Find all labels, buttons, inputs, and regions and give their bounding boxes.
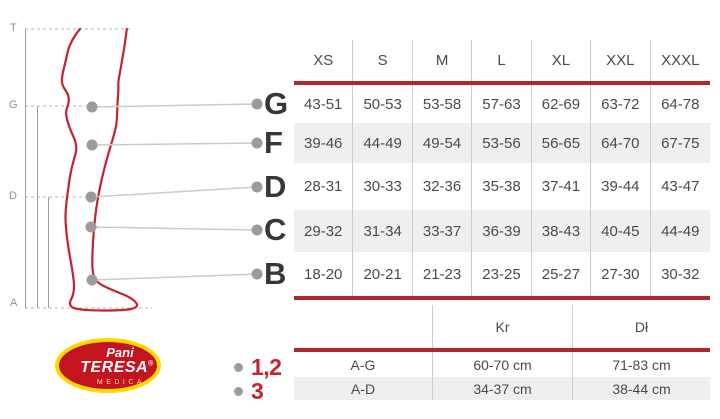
axis-label-a: A xyxy=(10,297,18,309)
table-cell: 56-65 xyxy=(532,123,591,163)
axis-label-g: G xyxy=(9,99,18,111)
row-label: A-G xyxy=(294,352,433,377)
table-cell: 21-23 xyxy=(413,252,472,296)
length-header-empty xyxy=(294,305,433,348)
table-cell: 60-70 cm xyxy=(433,352,573,377)
point-label-c: C xyxy=(264,212,287,247)
table-cell: 64-70 xyxy=(591,123,650,163)
logo-text-pani: Pani xyxy=(106,345,134,360)
registered-mark: ® xyxy=(148,360,154,368)
table-cell: 38-44 cm xyxy=(612,380,671,397)
table-row-f xyxy=(294,123,710,163)
col-header-m: M xyxy=(413,40,472,81)
col-header-l: L xyxy=(472,40,531,81)
length-table xyxy=(294,305,710,400)
logo-brand-name: TERESA xyxy=(80,359,149,376)
point-label-b: B xyxy=(264,256,287,291)
class-note-number: 3 xyxy=(251,377,264,404)
bullet-icon xyxy=(234,363,243,372)
axis-label-d: D xyxy=(9,190,17,202)
table-cell: 27-30 xyxy=(591,252,650,296)
col-header-xxxl: XXXL xyxy=(661,52,700,69)
table-cell: 57-63 xyxy=(472,85,531,123)
table-cell: 43-47 xyxy=(661,178,700,195)
col-header-kr: Kr xyxy=(433,305,573,348)
table-cell: 63-72 xyxy=(591,85,650,123)
measurement-axes xyxy=(26,29,49,308)
table-cell: 31-34 xyxy=(353,210,412,252)
table-cell: 30-32 xyxy=(661,265,700,283)
class-note-number: 1,2 xyxy=(251,353,282,380)
axis-label-t: T xyxy=(10,22,17,34)
col-header-xs: XS xyxy=(294,40,353,81)
table-cell: 35-38 xyxy=(472,163,531,210)
table-cell: 53-58 xyxy=(413,85,472,123)
table-cell: 39-44 xyxy=(591,163,650,210)
table-cell: 25-27 xyxy=(532,252,591,296)
table-cell: 30-33 xyxy=(353,163,412,210)
table-cell: 38-43 xyxy=(532,210,591,252)
table-bottom-rule xyxy=(294,296,710,300)
col-header-dl: Dł xyxy=(634,318,649,335)
length-table-header xyxy=(294,305,710,348)
table-cell: 28-31 xyxy=(294,163,353,210)
table-row-d xyxy=(294,163,710,210)
table-cell: 43-51 xyxy=(294,85,353,123)
table-cell: 49-54 xyxy=(413,123,472,163)
table-cell: 29-32 xyxy=(294,210,353,252)
table-cell: 34-37 cm xyxy=(433,377,573,400)
col-header-s: S xyxy=(353,40,412,81)
logo-text-teresa xyxy=(55,359,161,377)
leg-outline xyxy=(62,29,137,311)
table-cell: 50-53 xyxy=(353,85,412,123)
bullet-icon xyxy=(234,387,243,396)
table-cell: 67-75 xyxy=(661,134,700,152)
col-header-xl: XL xyxy=(532,40,591,81)
size-table xyxy=(294,40,710,300)
size-table-header xyxy=(294,40,710,81)
table-cell: 44-49 xyxy=(353,123,412,163)
class-note-12 xyxy=(234,355,281,379)
pani-teresa-logo xyxy=(55,338,161,393)
table-cell: 36-39 xyxy=(472,210,531,252)
table-cell: 23-25 xyxy=(472,252,531,296)
point-label-f: F xyxy=(264,125,283,160)
table-cell: 62-69 xyxy=(532,85,591,123)
table-cell: 53-56 xyxy=(472,123,531,163)
table-cell: 20-21 xyxy=(353,252,412,296)
table-row-g xyxy=(294,85,710,123)
col-header-xxl: XXL xyxy=(591,40,650,81)
logo-text-medica: MEDICA xyxy=(96,379,146,386)
table-cell: 71-83 cm xyxy=(612,356,671,373)
table-cell: 32-36 xyxy=(413,163,472,210)
point-label-d: D xyxy=(264,169,287,204)
table-cell: 44-49 xyxy=(661,222,700,240)
length-row-ag xyxy=(294,352,710,377)
table-cell: 39-46 xyxy=(294,123,353,163)
row-label: A-D xyxy=(294,377,433,400)
table-cell: 64-78 xyxy=(661,95,700,113)
table-cell: 33-37 xyxy=(413,210,472,252)
table-cell: 40-45 xyxy=(591,210,650,252)
table-row-c xyxy=(294,210,710,252)
point-label-g: G xyxy=(264,86,289,121)
table-cell: 37-41 xyxy=(532,163,591,210)
table-row-b xyxy=(294,252,710,296)
table-cell: 18-20 xyxy=(294,252,353,296)
measurement-guides xyxy=(25,29,152,308)
class-note-3 xyxy=(234,379,263,403)
length-row-ad xyxy=(294,377,710,400)
